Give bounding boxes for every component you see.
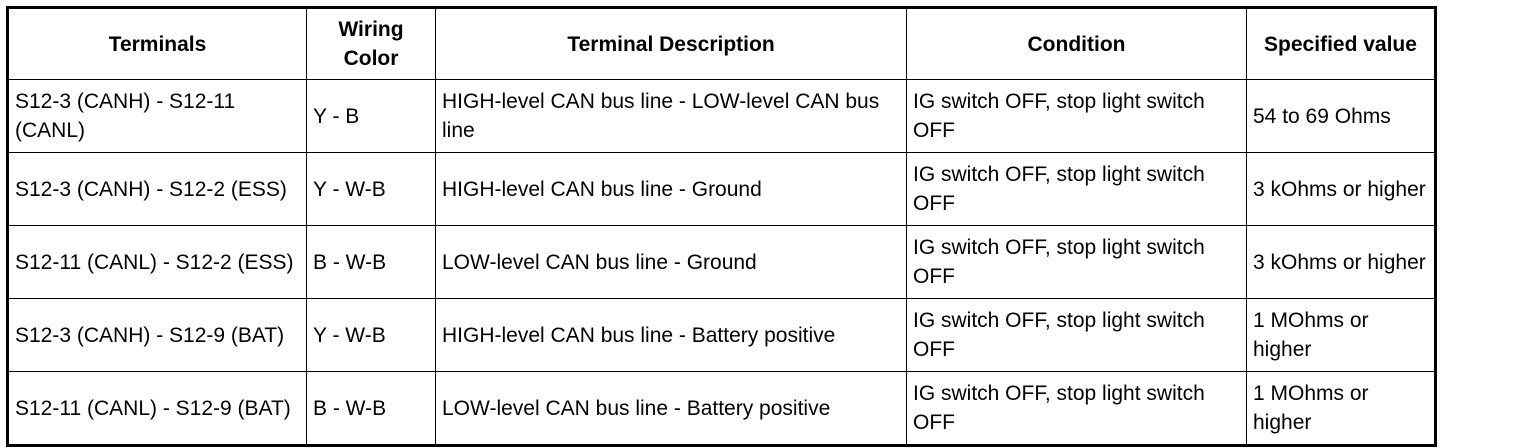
cell-specified-value: 1 MOhms or higher bbox=[1247, 372, 1436, 446]
cell-terminal-description: LOW-level CAN bus line - Battery positive bbox=[436, 372, 907, 446]
cell-terminals: S12-11 (CANL) - S12-9 (BAT) bbox=[8, 372, 307, 446]
cell-terminal-description: HIGH-level CAN bus line - Battery positive bbox=[436, 299, 907, 372]
table-header bbox=[8, 8, 1436, 80]
cell-specified-value: 1 MOhms or higher bbox=[1247, 299, 1436, 372]
cell-specified-value: 54 to 69 Ohms bbox=[1247, 80, 1436, 153]
cell-condition: IG switch OFF, stop light switch OFF bbox=[907, 80, 1247, 153]
cell-wiring-color: Y - B bbox=[307, 80, 436, 153]
header-row bbox=[8, 8, 1436, 80]
header-terminal-description: Terminal Description bbox=[436, 8, 907, 80]
table-wrapper bbox=[6, 6, 1437, 447]
cell-terminals: S12-3 (CANH) - S12-11 (CANL) bbox=[8, 80, 307, 153]
cell-specified-value: 3 kOhms or higher bbox=[1247, 153, 1436, 226]
cell-condition: IG switch OFF, stop light switch OFF bbox=[907, 226, 1247, 299]
cell-condition: IG switch OFF, stop light switch OFF bbox=[907, 153, 1247, 226]
cell-terminals: S12-3 (CANH) - S12-9 (BAT) bbox=[8, 299, 307, 372]
header-specified-value: Specified value bbox=[1247, 8, 1436, 80]
cell-terminals: S12-11 (CANL) - S12-2 (ESS) bbox=[8, 226, 307, 299]
cell-condition: IG switch OFF, stop light switch OFF bbox=[907, 372, 1247, 446]
header-wiring-color bbox=[307, 8, 436, 80]
table-row bbox=[8, 80, 1436, 153]
table-row bbox=[8, 299, 1436, 372]
header-terminals: Terminals bbox=[8, 8, 307, 80]
cell-specified-value: 3 kOhms or higher bbox=[1247, 226, 1436, 299]
cell-terminal-description: HIGH-level CAN bus line - Ground bbox=[436, 153, 907, 226]
cell-terminals: S12-3 (CANH) - S12-2 (ESS) bbox=[8, 153, 307, 226]
cell-wiring-color: B - W-B bbox=[307, 372, 436, 446]
cell-wiring-color: Y - W-B bbox=[307, 153, 436, 226]
cell-condition: IG switch OFF, stop light switch OFF bbox=[907, 299, 1247, 372]
table-row bbox=[8, 372, 1436, 446]
header-condition: Condition bbox=[907, 8, 1247, 80]
header-wiring-color-label: Wiring Color bbox=[338, 18, 404, 70]
table-body bbox=[8, 80, 1436, 446]
cell-terminal-description: HIGH-level CAN bus line - LOW-level CAN bus line bbox=[436, 80, 907, 153]
table-row bbox=[8, 153, 1436, 226]
cell-terminal-description: LOW-level CAN bus line - Ground bbox=[436, 226, 907, 299]
cell-wiring-color: B - W-B bbox=[307, 226, 436, 299]
cell-wiring-color: Y - W-B bbox=[307, 299, 436, 372]
can-bus-resistance-table bbox=[6, 6, 1437, 447]
table-row bbox=[8, 226, 1436, 299]
